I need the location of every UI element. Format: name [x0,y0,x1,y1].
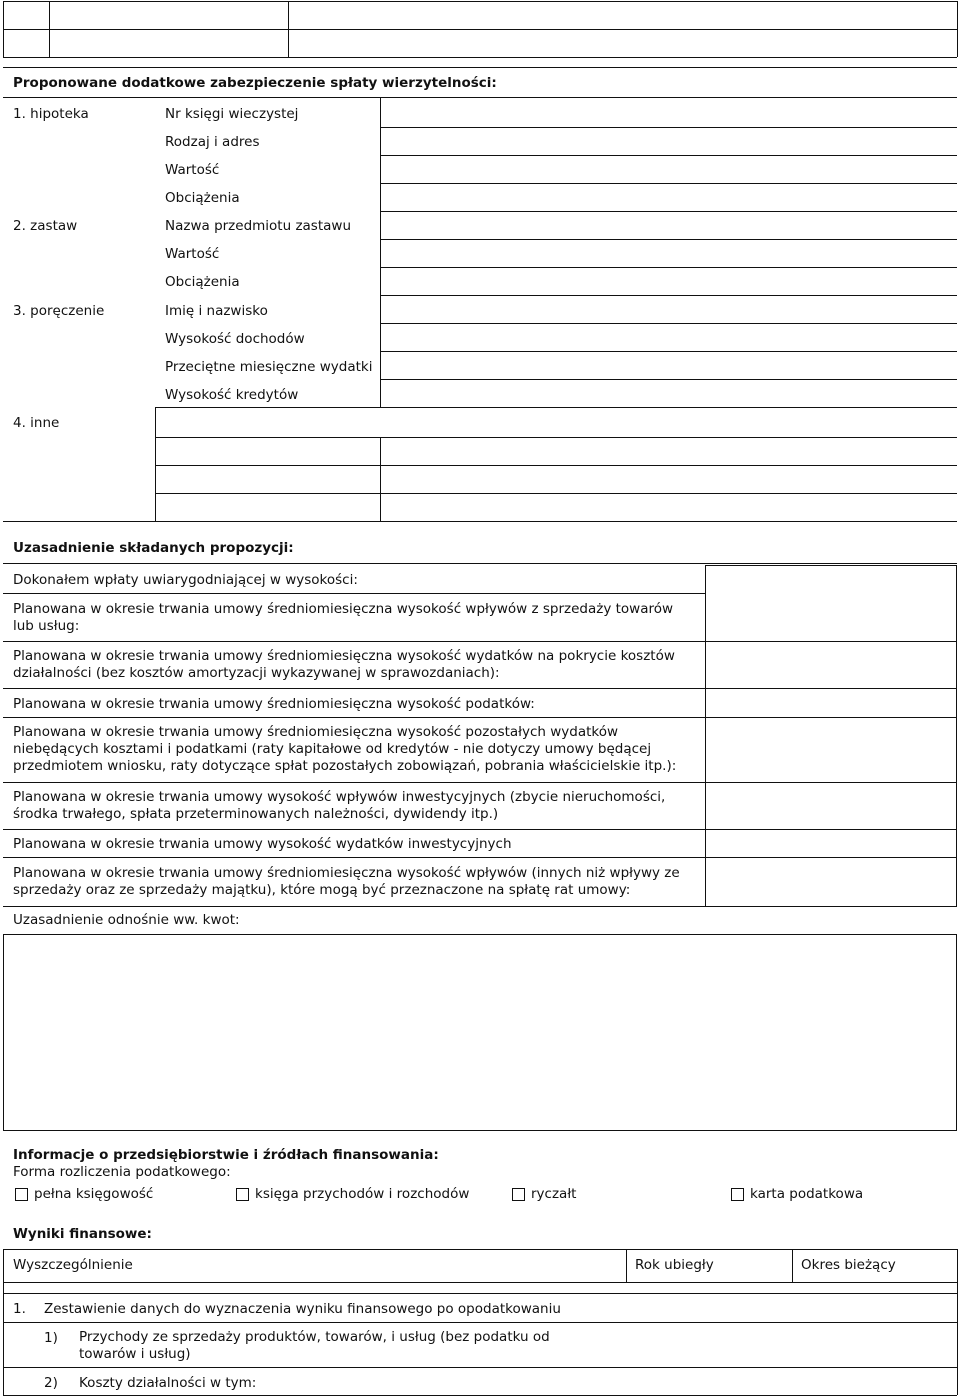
tax-option-label: pełna księgowość [34,1186,154,1202]
notes-label: Uzasadnienie odnośnie ww. kwot: [13,912,240,928]
justification-row-4: Planowana w okresie trwania umowy średniomiesięczna wysokość podatków: [13,696,535,712]
divider [3,563,957,564]
column-header-item: Wyszczególnienie [13,1257,133,1273]
field-label: Nazwa przedmiotu zastawu [165,218,352,234]
tax-option-label: karta podatkowa [750,1186,864,1202]
justification-row-2: Planowana w okresie trwania umowy średniomiesięczna wysokość wpływów z sprzedaży towarów lub usług: [13,601,674,634]
field-label: Nr księgi wieczystej [165,106,299,122]
field-label: Obciążenia [165,274,240,290]
column-header-current-period: Okres bieżący [801,1257,896,1273]
tax-option-label: ryczałt [531,1186,577,1202]
results-heading: Wyniki finansowe: [13,1226,152,1242]
field-label: Rodzaj i adres [165,134,260,150]
tax-form-label: Forma rozliczenia podatkowego: [13,1164,231,1180]
divider [3,97,957,98]
item-number: 1) [44,1330,58,1346]
justification-row-8: Planowana w okresie trwania umowy średniomiesięczna wysokość wpływów (innych niż wpływy ze sprzedaży oraz ze sprzedaży majątku), które mogą być przeznaczone na spłatę rat umowy: [13,865,680,898]
company-heading: Informacje o przedsiębiorstwie i źródłach finansowania: [13,1147,439,1163]
column-header-last-year: Rok ubiegły [635,1257,714,1273]
field-label: Wartość [165,162,220,178]
justification-row-5: Planowana w okresie trwania umowy średniomiesięczna wysokość pozostałych wydatków niebędących kosztami i podatkami (raty kapitałowe od kredytów - nie dotyczy umowy będącej przedmiotem wniosku, raty dotyczące spłat pozostałych zobowiązań, pobrania właścicielskie itp.): [13,724,677,774]
field-label: Wysokość kredytów [165,387,299,403]
checkbox-ryczalt[interactable] [512,1188,525,1201]
checkbox-pelna-ksiegowosc[interactable] [15,1188,28,1201]
justification-row-6: Planowana w okresie trwania umowy wysokość wpływów inwestycyjnych (zbycie nieruchomości, środka trwałego, spłata przeterminowanych należności, dywidendy itp.) [13,789,666,822]
item-label: Koszty działalności w tym: [79,1375,257,1391]
justification-heading: Uzasadnienie składanych propozycji: [13,540,294,556]
justification-row-1: Dokonałem wpłaty uwiarygodniającej w wysokości: [13,572,358,588]
field-label: Wysokość dochodów [165,331,305,347]
justification-value-column[interactable] [705,565,957,907]
tax-option-label: księga przychodów i rozchodów [255,1186,470,1202]
checkbox-karta-podatkowa[interactable] [731,1188,744,1201]
security-heading: Proponowane dodatkowe zabezpieczenie spłaty wierzytelności: [13,75,497,91]
security-type-inne: 4. inne [13,415,60,431]
section-title: Zestawienie danych do wyznaczenia wyniku finansowego po opodatkowaniu [44,1301,561,1317]
field-label: Przeciętne miesięczne wydatki [165,359,373,375]
notes-area[interactable] [3,934,957,1131]
item-number: 2) [44,1375,58,1391]
justification-row-7: Planowana w okresie trwania umowy wysokość wydatków inwestycyjnych [13,836,512,852]
field-label: Imię i nazwisko [165,303,268,319]
field-label: Wartość [165,246,220,262]
security-type-hipoteka: 1. hipoteka [13,106,89,122]
field-label: Obciążenia [165,190,240,206]
justification-row-3: Planowana w okresie trwania umowy średniomiesięczna wysokość wydatków na pokrycie kosztów działalności (bez kosztów amortyzacji wykazywanej w sprawozdaniach): [13,648,675,681]
checkbox-ksiega-przychodow[interactable] [236,1188,249,1201]
divider [3,67,957,68]
section-number: 1. [13,1301,26,1317]
security-type-poreczenie: 3. poręczenie [13,303,105,319]
item-label: Przychody ze sprzedaży produktów, towarów, i usług (bez podatku od towarów i usług) [79,1329,550,1362]
security-type-zastaw: 2. zastaw [13,218,78,234]
